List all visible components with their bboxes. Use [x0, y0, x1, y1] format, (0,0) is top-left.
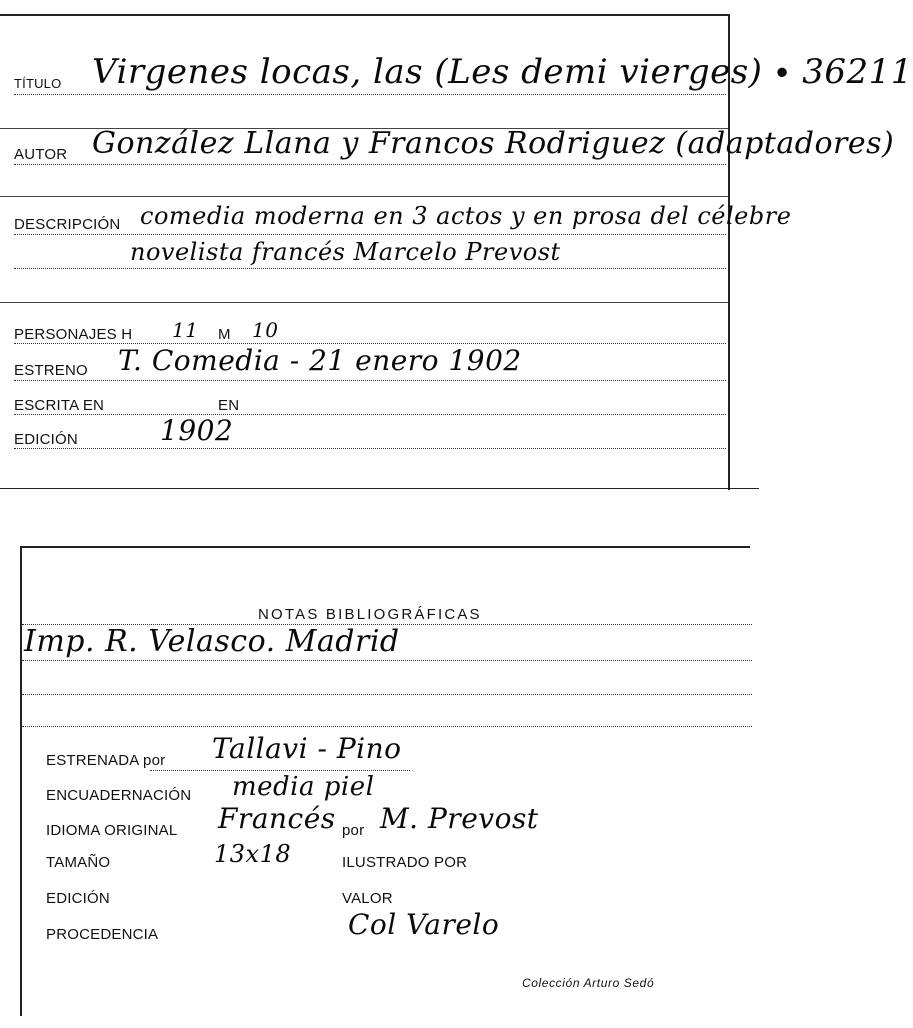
escrita-line	[14, 414, 726, 415]
estrenada-line	[150, 770, 410, 771]
encuadernacion-label: ENCUADERNACIÓN	[46, 787, 192, 804]
ilustrado-label: ILUSTRADO POR	[342, 854, 468, 871]
rule	[0, 196, 728, 197]
card-top-border	[20, 546, 750, 548]
personajes-m-value: 10	[252, 318, 279, 342]
notas-line-3	[22, 694, 752, 695]
descripcion-line-1	[14, 234, 726, 235]
notas-value: Imp. R. Velasco. Madrid	[24, 624, 400, 659]
notas-heading: NOTAS BIBLIOGRÁFICAS	[258, 606, 482, 623]
catalog-card-back	[0, 500, 759, 1028]
autor-line	[14, 164, 726, 165]
tamano-label: TAMAÑO	[46, 854, 111, 871]
descripcion-value-2: novelista francés Marcelo Prevost	[130, 238, 561, 266]
personajes-label: PERSONAJES H	[14, 326, 133, 343]
escrita-label: ESCRITA EN	[14, 397, 105, 414]
descripcion-value-1: comedia moderna en 3 actos y en prosa del célebre	[140, 202, 792, 230]
descripcion-label: DESCRIPCIÓN	[14, 216, 121, 233]
idioma-label: IDIOMA ORIGINAL	[46, 822, 178, 839]
procedencia-value: Col Varelo	[348, 908, 500, 941]
titulo-line	[14, 94, 726, 95]
autor-label: AUTOR	[14, 146, 68, 163]
idioma-value: Francés	[218, 802, 336, 835]
estreno-line	[14, 380, 726, 381]
rule	[0, 302, 728, 303]
tamano-value: 13x18	[214, 840, 292, 868]
personajes-m-label: M	[218, 326, 231, 343]
card-bottom-border	[0, 488, 759, 489]
por-value: M. Prevost	[380, 802, 539, 835]
edicion-label: EDICIÓN	[46, 890, 110, 907]
catalog-card-front	[0, 0, 913, 500]
descripcion-line-2	[14, 268, 726, 269]
titulo-label: TÍTULO	[14, 76, 62, 91]
estreno-value: T. Comedia - 21 enero 1902	[118, 344, 522, 377]
estrenada-value: Tallavi - Pino	[212, 732, 402, 765]
edicion-line	[14, 448, 726, 449]
procedencia-label: PROCEDENCIA	[46, 926, 159, 943]
card-top-border	[0, 14, 730, 16]
estreno-label: ESTRENO	[14, 362, 88, 379]
coleccion-stamp: Colección Arturo Sedó	[522, 976, 655, 990]
edicion-label: EDICIÓN	[14, 431, 78, 448]
card-left-border	[20, 546, 22, 1016]
escrita-en-label: EN	[218, 397, 240, 414]
notas-line-2	[22, 660, 752, 661]
por-label: por	[342, 822, 365, 839]
personajes-h-value: 11	[172, 318, 199, 342]
estrenada-label: ESTRENADA por	[46, 752, 166, 769]
titulo-value: Virgenes locas, las (Les demi vierges) ∙ 36211	[92, 52, 913, 92]
valor-label: VALOR	[342, 890, 393, 907]
notas-line-4	[22, 726, 752, 727]
edicion-value: 1902	[160, 414, 234, 447]
encuadernacion-value: media piel	[232, 772, 375, 802]
autor-value: González Llana y Francos Rodriguez (adaptadores)	[92, 126, 895, 161]
